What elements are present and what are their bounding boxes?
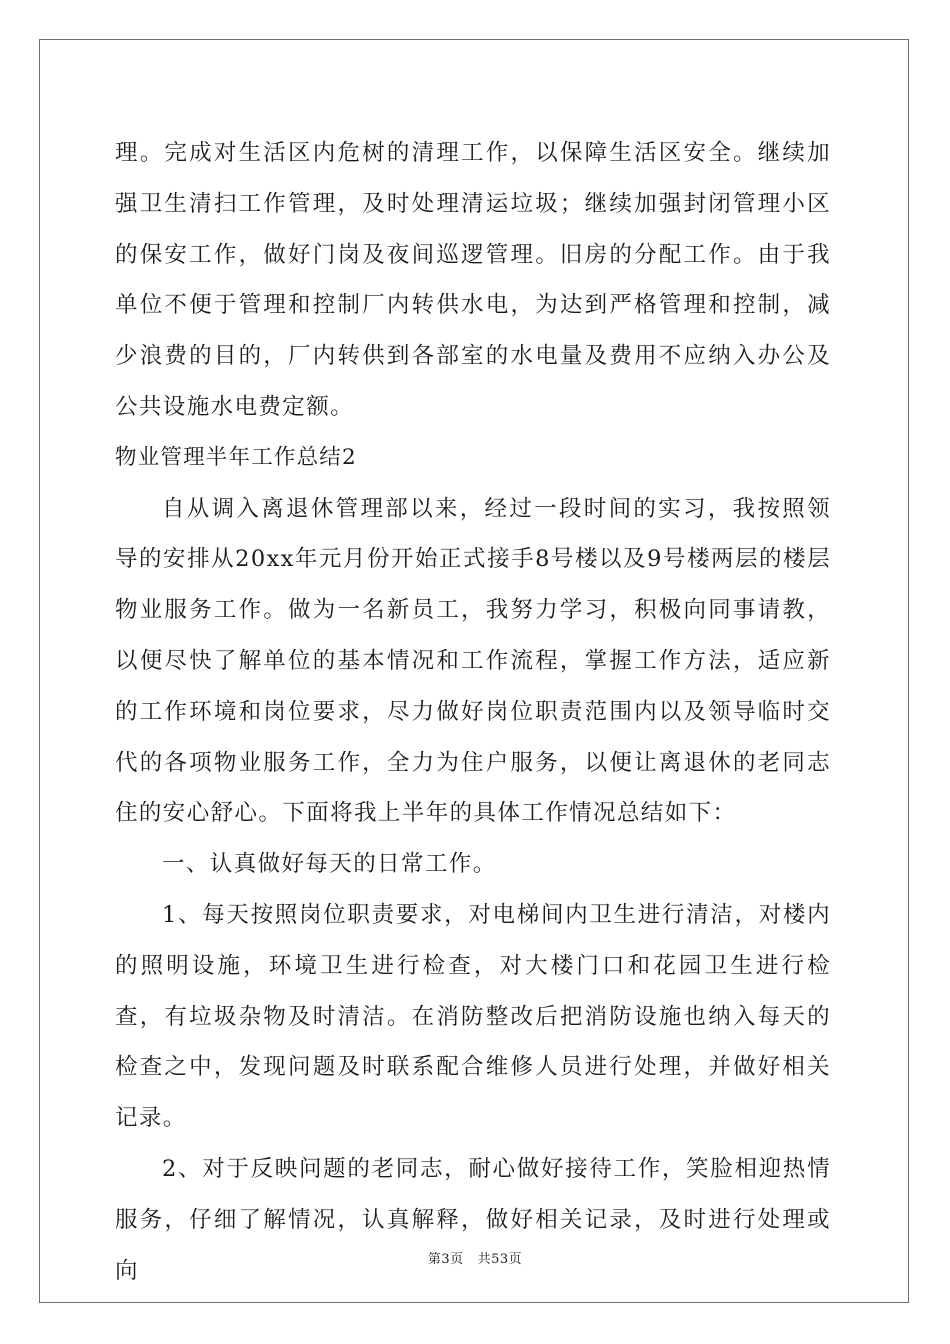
section-heading: 一、认真做好每天的日常工作。 bbox=[162, 851, 497, 878]
page-total: 共53页 bbox=[477, 1252, 523, 1267]
section-title: 物业管理半年工作总结2 bbox=[115, 444, 357, 470]
document-body bbox=[115, 128, 831, 1296]
paragraph-continuation: 理。完成对生活区内危树的清理工作，以保障生活区安全。继续加强卫生清扫工作管理，及时处理清运垃圾；继续加强封闭管理小区的保安工作，做好门岗及夜间巡逻管理。旧房的分配工作。由于我单位不便于管理和控制厂内转供水电，为达到严格管理和控制，减少浪费的目的，厂内转供到各部室的水电量及费用不应纳入办公及公共设施水电费定额。 bbox=[115, 140, 831, 420]
paragraph-item-1: 1、每天按照岗位职责要求，对电梯间内卫生进行清洁，对楼内的照明设施，环境卫生进行检查，对大楼门口和花园卫生进行检查，有垃圾杂物及时清洁。在消防整改后把消防设施也纳入每天的检查之中，发现问题及时联系配合维修人员进行处理，并做好相关记录。 bbox=[115, 901, 831, 1132]
paragraph-item-2: 2、对于反映问题的老同志，耐心做好接待工作，笑脸相迎热情服务，仔细了解情况，认真解释，做好相关记录，及时进行处理或向 bbox=[115, 1155, 831, 1284]
page-footer bbox=[0, 1248, 950, 1267]
paragraph-intro: 自从调入离退休管理部以来，经过一段时间的实习，我按照领导的安排从20xx年元月份开始正式接手8号楼以及9号楼两层的楼层物业服务工作。做为一名新员工，我努力学习，积极向同事请教，以便尽快了解单位的基本情况和工作流程，掌握工作方法，适应新的工作环境和岗位要求，尽力做好岗位职责范围内以及领导临时交代的各项物业服务工作，全力为住户服务，以便让离退休的老同志住的安心舒心。下面将我上半年的具体工作情况总结如下： bbox=[115, 495, 831, 827]
page-number: 第3页 bbox=[427, 1252, 464, 1267]
